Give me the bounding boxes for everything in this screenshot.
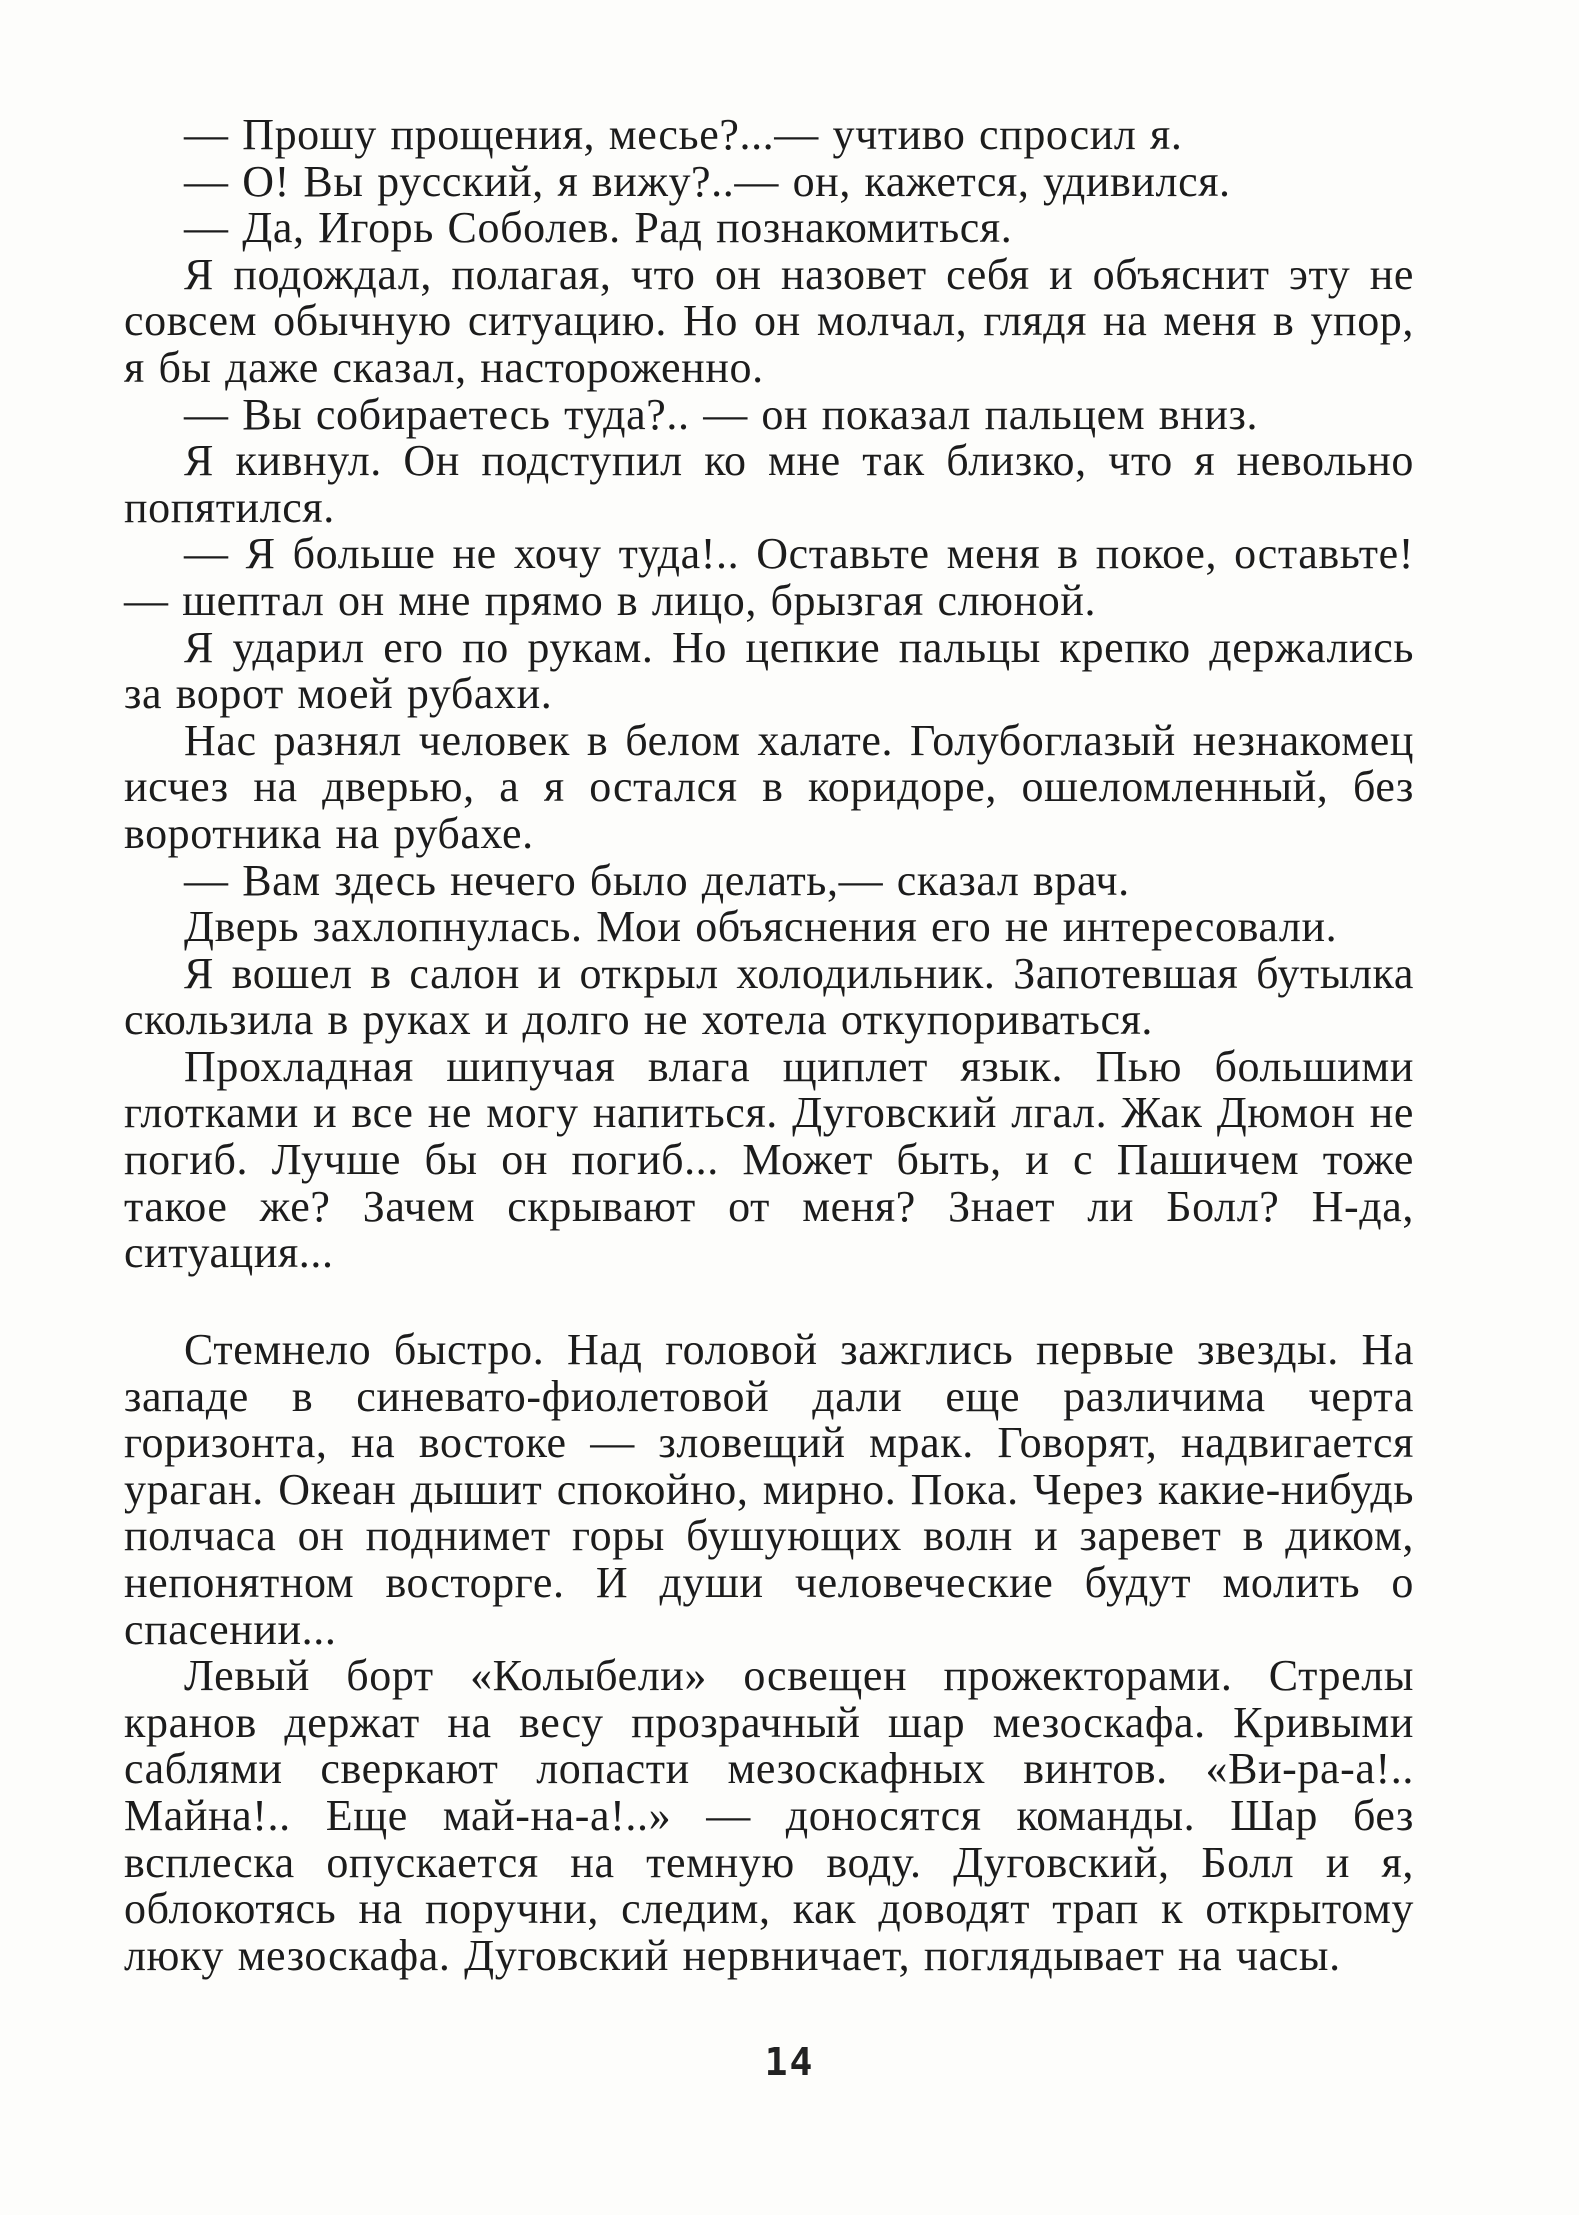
paragraph: Я кивнул. Он подступил ко мне так близко, что я невольно попятился. [124,436,1414,532]
paragraph: Я подождал, полагая, что он назовет себя и объяснит эту не совсем обычную ситуацию. Но он молчал, глядя на меня в упор, я бы даже сказал, настороженно. [124,249,1414,392]
paragraph: Я вошел в салон и открыл холодильник. Запотевшая бутылка скользила в руках и долго не хотела откупориваться. [124,948,1414,1045]
paragraph: — О! Вы русский, я вижу?..— он, кажется, удивился. [184,156,1231,206]
paragraph: Нас разнял человек в белом халате. Голубоглазый незнакомец исчез на дверью, а я остался в коридоре, ошеломленный, без воротника на рубахе. [124,715,1414,858]
paragraph: Левый борт «Колыбели» освещен прожекторами. Стрелы кранов держат на весу прозрачный шар мезоскафа. Кривыми саблями сверкают лопасти мезоскафных винтов. «Ви-ра-а!.. Майна!.. Еще май-на-а!..» — доносятся команды. Шар без всплеска опускается на темную воду. Дуговский, Болл и я, облокотясь на поручни, следим, как доводят трап к открытому люку мезоскафа. Дуговский нервничает, поглядывает на часы. [124,1651,1414,1980]
paragraph: Дверь захлопнулась. Мои объяснения его не интересовали. [184,902,1338,952]
paragraph: — Вы собираетесь туда?.. — он показал пальцем вниз. [184,389,1259,439]
paragraph: — Да, Игорь Соболев. Рад познакомиться. [184,203,1013,253]
paragraph: — Я больше не хочу туда!.. Оставьте меня в покое, оставьте! — шептал он мне прямо в лицо, брызгая слюной. [124,529,1414,625]
paragraph: Стемнело быстро. Над головой зажглись первые звезды. На западе в синевато-фиолетовой дали еще различима черта горизонта, на востоке — зловещий мрак. Говорят, надвигается ураган. Океан дышит спокойно, мирно. Пока. Через какие-нибудь полчаса он поднимет горы бушующих волн и заревет в диком, непонятном восторге. И души человеческие будут молить о спасении... [124,1325,1414,1654]
paragraph: — Вам здесь нечего было делать,— сказал врач. [184,855,1130,905]
text-section-2 [124,1327,1414,1979]
page-number: 14 [764,2040,815,2084]
paragraph: Я ударил его по рукам. Но цепкие пальцы крепко держались за ворот моей рубахи. [124,622,1414,719]
paragraph: — Прошу прощения, месье?...— учтиво спросил я. [184,110,1183,159]
text-section-1 [124,112,1414,1277]
paragraph: Прохладная шипучая влага щиплет язык. Пью большими глотками и все не могу напиться. Дуговский лгал. Жак Дюмон не погиб. Лучше бы он погиб... Может быть, и с Пашичем тоже такое же? Зачем скрывают от меня? Знает ли Болл? Н-да, ситуация... [124,1041,1414,1278]
